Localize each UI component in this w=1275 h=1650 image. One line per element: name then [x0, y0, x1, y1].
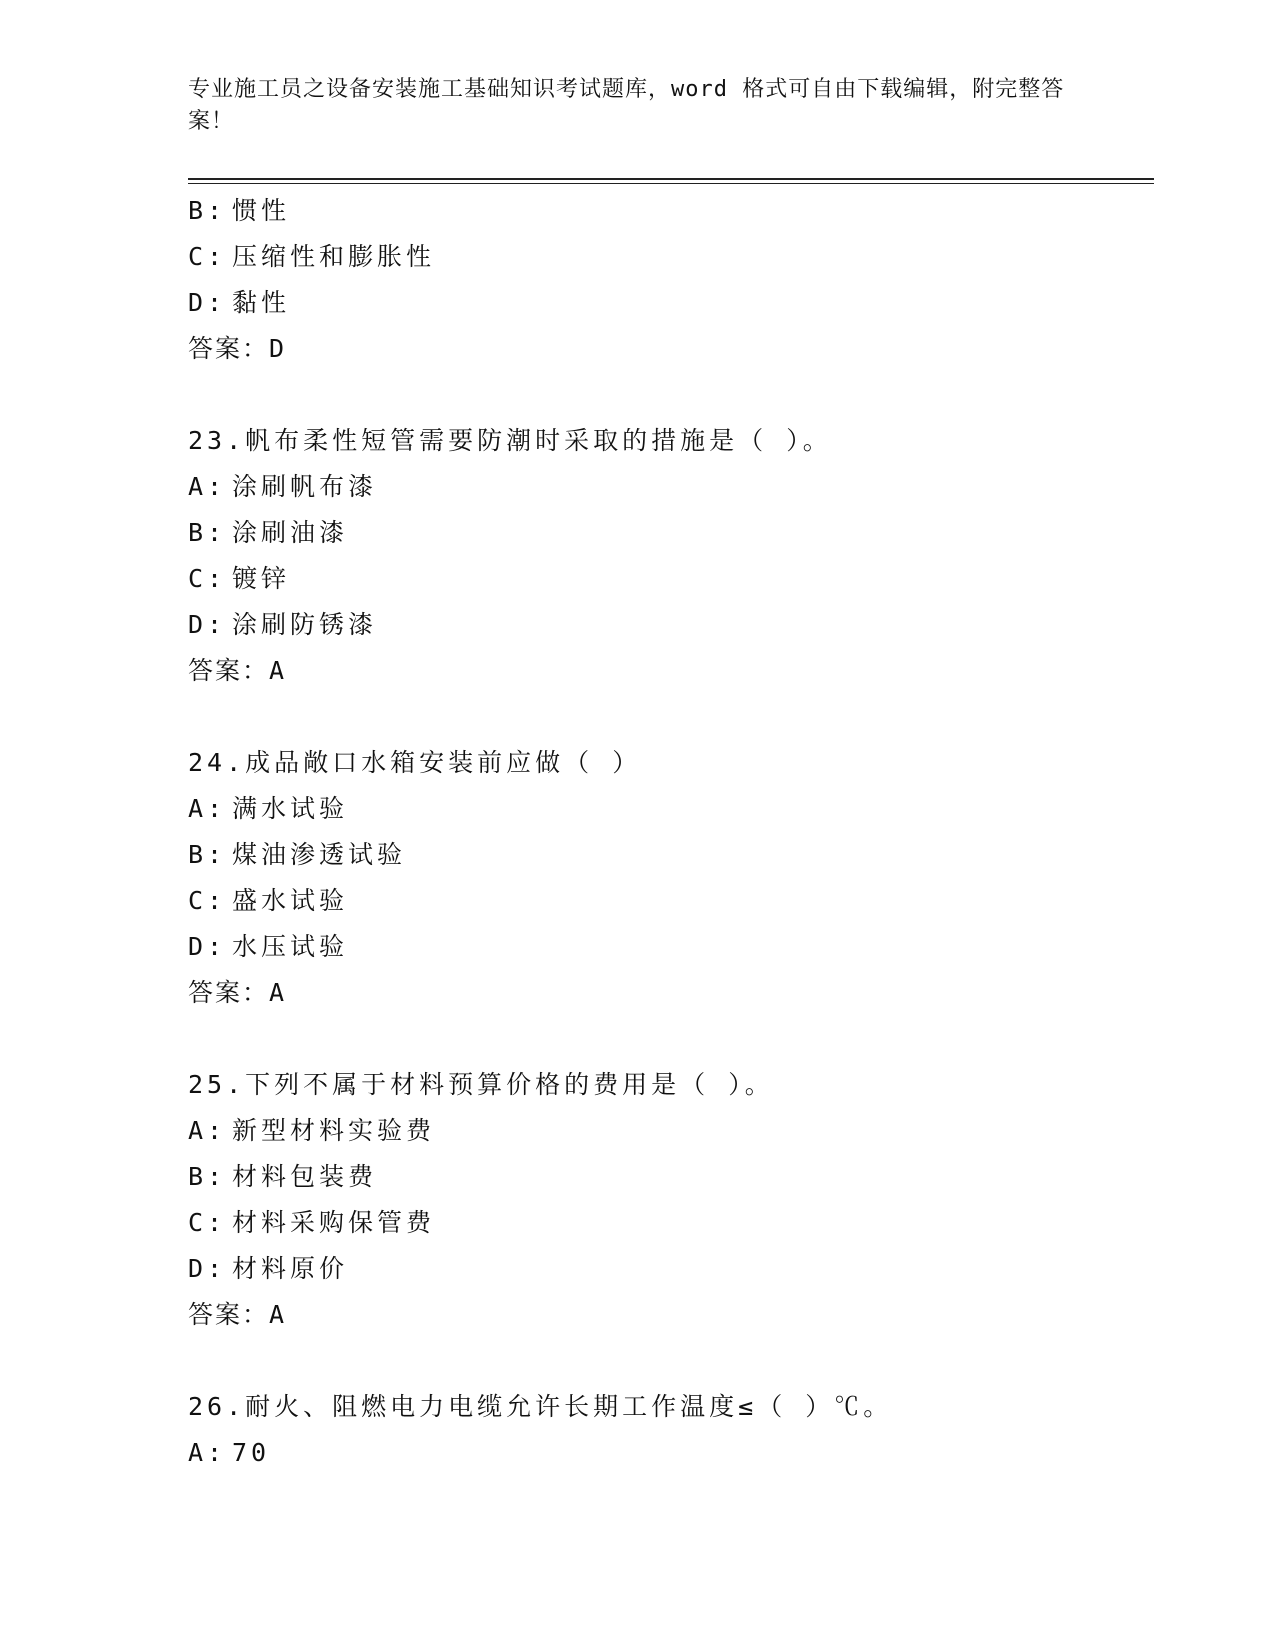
question-stem: 26.耐火、阻燃电力电缆允许长期工作温度≤（ ）℃。 — [188, 1392, 893, 1421]
option-a: A: 满水试验 — [188, 794, 349, 823]
option-b: B: 材料包装费 — [188, 1162, 378, 1191]
option-d: D: 材料原价 — [188, 1254, 349, 1283]
question-23 — [188, 418, 1154, 694]
header-rule-thick — [188, 178, 1154, 180]
question-carryover — [188, 188, 1154, 372]
option-b: B: 惯性 — [188, 196, 291, 225]
header-rule-thin — [188, 183, 1154, 184]
option-a: A: 70 — [188, 1438, 271, 1467]
option-a: A: 涂刷帆布漆 — [188, 472, 378, 501]
option-c: C: 压缩性和膨胀性 — [188, 242, 436, 271]
option-d: D: 涂刷防锈漆 — [188, 610, 378, 639]
option-a: A: 新型材料实验费 — [188, 1116, 436, 1145]
question-24 — [188, 740, 1154, 1016]
question-26 — [188, 1384, 1154, 1476]
question-stem: 23.帆布柔性短管需要防潮时采取的措施是（ ）。 — [188, 426, 832, 455]
option-b: B: 涂刷油漆 — [188, 518, 349, 547]
question-stem: 24.成品敞口水箱安装前应做（ ） — [188, 748, 642, 777]
answer-line: 答案：A — [188, 656, 287, 685]
question-25 — [188, 1062, 1154, 1338]
option-c: C: 盛水试验 — [188, 886, 349, 915]
answer-line: 答案：A — [188, 978, 287, 1007]
answer-line: 答案：D — [188, 334, 287, 363]
option-d: D: 黏性 — [188, 288, 291, 317]
question-stem: 25.下列不属于材料预算价格的费用是（ ）。 — [188, 1070, 774, 1099]
option-c: C: 镀锌 — [188, 564, 291, 593]
question-list — [188, 188, 1154, 1476]
option-b: B: 煤油渗透试验 — [188, 840, 407, 869]
option-d: D: 水压试验 — [188, 932, 349, 961]
option-c: C: 材料采购保管费 — [188, 1208, 436, 1237]
answer-line: 答案：A — [188, 1300, 287, 1329]
document-header: 专业施工员之设备安装施工基础知识考试题库，word 格式可自由下载编辑，附完整答案！ — [188, 77, 1065, 134]
